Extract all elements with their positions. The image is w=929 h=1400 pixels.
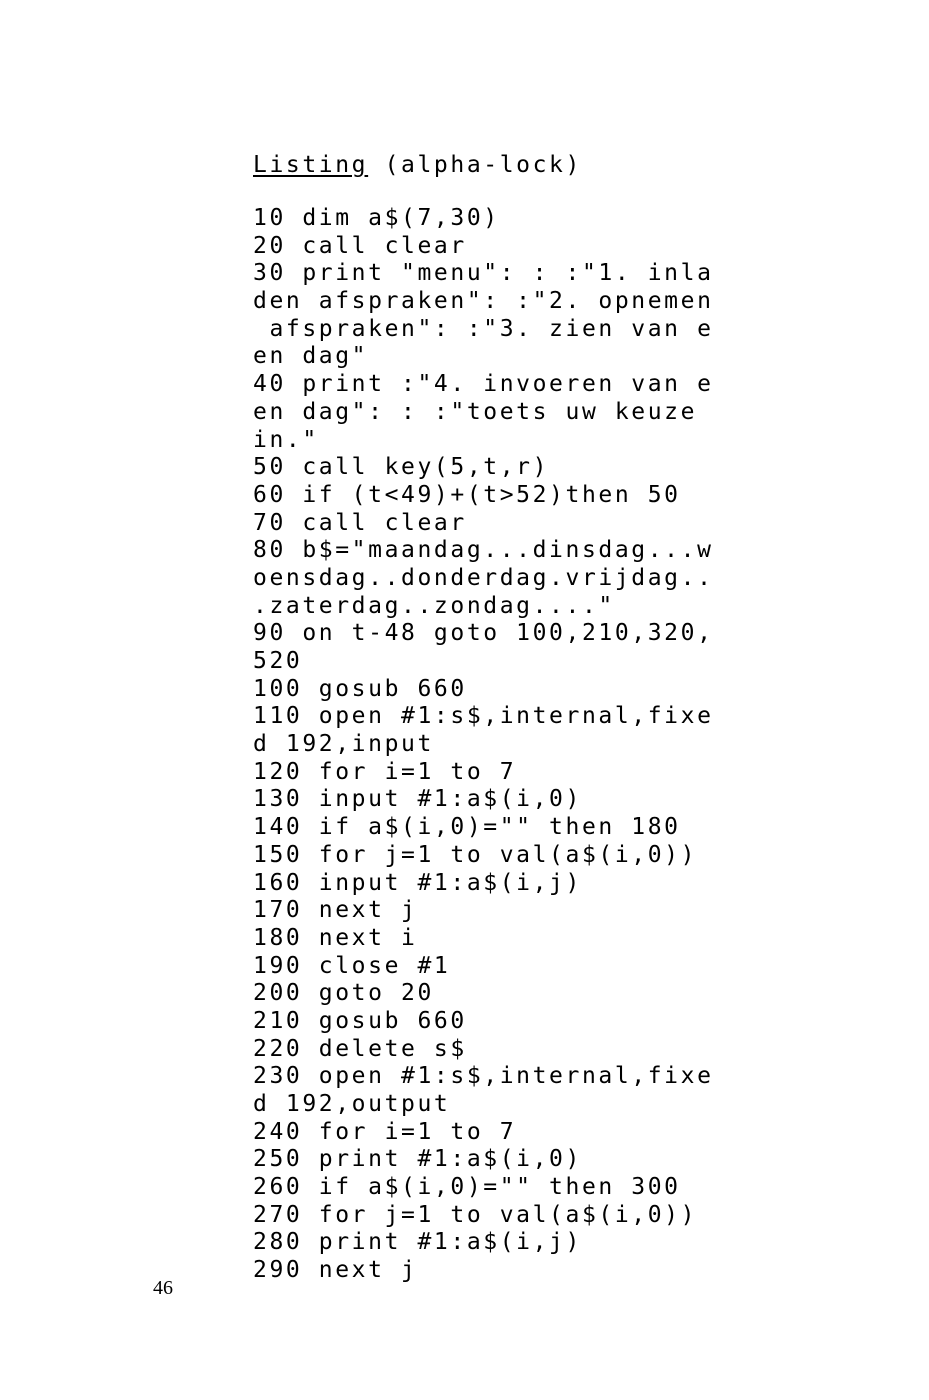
code-line: 90 on t-48 goto 100,210,320,	[253, 620, 714, 647]
code-line: 240 for i=1 to 7	[253, 1118, 517, 1145]
code-line: 40 print :"4. invoeren van e	[253, 371, 714, 398]
code-line: d 192,input	[253, 731, 434, 758]
code-line: 170 next j	[253, 897, 418, 924]
code-line: 60 if (t<49)+(t>52)then 50	[253, 481, 681, 508]
code-line: 110 open #1:s$,internal,fixe	[253, 703, 714, 730]
code-line: d 192,output	[253, 1091, 451, 1117]
code-line: 220 delete s$	[253, 1035, 467, 1062]
code-line: 190 close #1	[253, 952, 451, 979]
code-line: 50 call key(5,t,r)	[253, 454, 550, 481]
code-line: en dag"	[253, 343, 369, 370]
code-line: 10 dim a$(7,30)	[253, 205, 500, 231]
code-line: 100 gosub 660	[253, 675, 467, 702]
code-line: 200 goto 20	[253, 980, 434, 1007]
code-line: 260 if a$(i,0)="" then 300	[253, 1174, 681, 1201]
code-line: 80 b$="maandag...dinsdag...w	[253, 537, 714, 564]
code-line: 250 print #1:a$(i,0)	[253, 1146, 582, 1173]
code-line: 180 next i	[253, 924, 418, 951]
code-line: in."	[253, 426, 319, 453]
listing-heading	[253, 150, 582, 180]
code-line: 70 call clear	[253, 509, 467, 536]
code-line: en dag": : :"toets uw keuze	[253, 398, 698, 425]
code-line: den afspraken": :"2. opnemen	[253, 288, 714, 315]
code-line: 290 next j	[253, 1257, 418, 1284]
code-listing	[253, 205, 714, 1285]
code-line: afspraken": :"3. zien van e	[253, 315, 714, 342]
code-line: 230 open #1:s$,internal,fixe	[253, 1063, 714, 1090]
listing-subtitle: (alpha-lock)	[368, 152, 582, 178]
code-line: oensdag..donderdag.vrijdag..	[253, 564, 714, 591]
code-line: 520	[253, 648, 303, 674]
code-line: 150 for j=1 to val(a$(i,0))	[253, 841, 698, 868]
code-line: 270 for j=1 to val(a$(i,0))	[253, 1201, 698, 1228]
code-line: 210 gosub 660	[253, 1007, 467, 1034]
code-line: 130 input #1:a$(i,0)	[253, 786, 582, 813]
code-line: 280 print #1:a$(i,j)	[253, 1229, 582, 1256]
page-number: 46	[153, 1277, 173, 1299]
code-line: 30 print "menu": : :"1. inla	[253, 260, 714, 287]
code-line: 160 input #1:a$(i,j)	[253, 869, 582, 896]
listing-title: Listing	[253, 152, 369, 178]
code-line: .zaterdag..zondag...."	[253, 592, 615, 619]
code-line: 120 for i=1 to 7	[253, 758, 517, 785]
code-line: 140 if a$(i,0)="" then 180	[253, 814, 681, 841]
code-line: 20 call clear	[253, 232, 467, 259]
